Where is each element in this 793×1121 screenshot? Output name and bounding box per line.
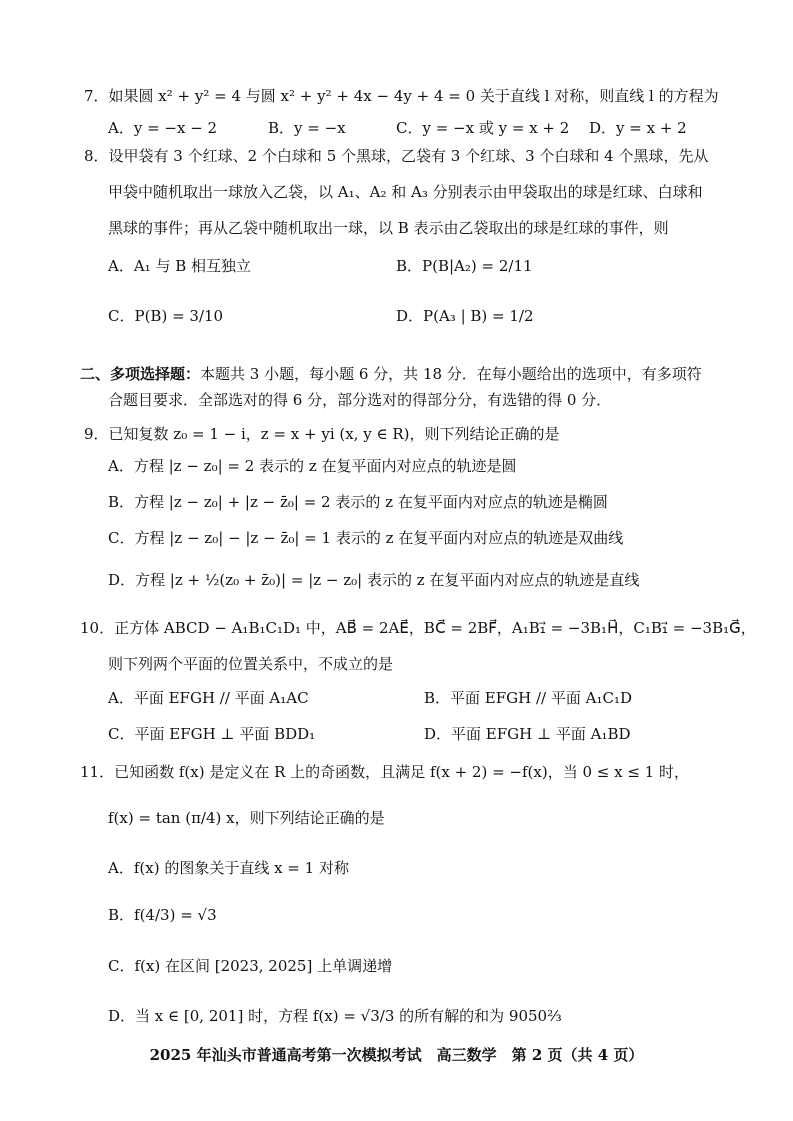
q9-option-d: D．方程 |z + ½(z₀ + z̄₀)| = |z − z₀| 表示的 z 在复平面内对应点的轨迹是直线 [108,571,640,589]
q10-option-b: B．平面 EFGH // 平面 A₁C₁D [424,689,632,707]
page-footer: 2025 年汕头市普通高考第一次模拟考试 高三数学 第 2 页（共 4 页） [149,1046,644,1064]
q7-stem: 7．如果圆 x² + y² = 4 与圆 x² + y² + 4x − 4y + 4 = 0 关于直线 l 对称，则直线 l 的方程为 [84,87,719,105]
q11-option-d: D．当 x ∈ [0, 201] 时，方程 f(x) = √3/3 的所有解的和为 9050⅔ [108,1007,562,1025]
q8-option-c: C．P(B) = 3/10 [108,307,224,325]
q9-option-b: B．方程 |z − z₀| + |z − z̄₀| = 2 表示的 z 在复平面内对应点的轨迹是椭圆 [108,493,608,511]
q11-option-a: A．f(x) 的图象关于直线 x = 1 对称 [108,859,349,877]
q10-option-d: D．平面 EFGH ⊥ 平面 A₁BD [424,725,631,743]
q7-option-d: D．y = x + 2 [589,119,687,137]
section-2-instructions-line2: 合题目要求．全部选对的得 6 分，部分选对的得部分分，有选错的得 0 分． [108,391,612,409]
q11-stem-line2: f(x) = tan (π/4) x，则下列结论正确的是 [108,809,385,827]
q11-stem-line1: 11．已知函数 f(x) 是定义在 R 上的奇函数，且满足 f(x + 2) = −f(x)，当 0 ≤ x ≤ 1 时， [80,763,689,781]
q9-option-a: A．方程 |z − z₀| = 2 表示的 z 在复平面内对应点的轨迹是圆 [108,457,517,475]
section-2-title: 二、多项选择题： [80,365,201,383]
q7-option-c: C．y = −x 或 y = x + 2 [396,119,570,137]
q7-option-a: A．y = −x − 2 [108,119,218,137]
q10-option-a: A．平面 EFGH // 平面 A₁AC [108,689,309,707]
q8-stem-line2: 甲袋中随机取出一球放入乙袋，以 A₁、A₂ 和 A₃ 分别表示由甲袋取出的球是红球、白球和 [108,183,703,201]
q8-option-d: D．P(A₃ | B) = 1/2 [396,307,534,325]
q10-stem-line2: 则下列两个平面的位置关系中，不成立的是 [108,655,394,673]
q11-option-c: C．f(x) 在区间 [2023, 2025] 上单调递增 [108,957,393,975]
section-2-instructions-line1: 本题共 3 小题，每小题 6 分，共 18 分．在每小题给出的选项中，有多项符 [200,365,702,383]
q8-option-b: B．P(B|A₂) = 2/11 [396,257,533,275]
q10-option-c: C．平面 EFGH ⊥ 平面 BDD₁ [108,725,316,743]
section-2-heading [80,364,702,384]
q8-stem-line3: 黑球的事件；再从乙袋中随机取出一球，以 B 表示由乙袋取出的球是红球的事件，则 [108,219,669,237]
q11-option-b: B．f(4/3) = √3 [108,906,217,924]
q8-stem-line1: 8．设甲袋有 3 个红球、2 个白球和 5 个黑球，乙袋有 3 个红球、3 个白球和 4 个黑球，先从 [84,147,709,165]
q10-stem-line1: 10．正方体 ABCD − A₁B₁C₁D₁ 中，AB⃗ = 2AE⃗，BC⃗ = 2BF⃗，A₁B₁⃗ = −3B₁H⃗，C₁B₁⃗ = −3B₁G⃗， [80,619,756,637]
q9-option-c: C．方程 |z − z₀| − |z − z̄₀| = 1 表示的 z 在复平面内对应点的轨迹是双曲线 [108,529,624,547]
q8-option-a: A．A₁ 与 B 相互独立 [108,257,252,275]
q9-stem: 9．已知复数 z₀ = 1 − i，z = x + yi (x, y ∈ R)，则下列结论正确的是 [84,425,560,443]
q7-option-b: B．y = −x [268,119,346,137]
